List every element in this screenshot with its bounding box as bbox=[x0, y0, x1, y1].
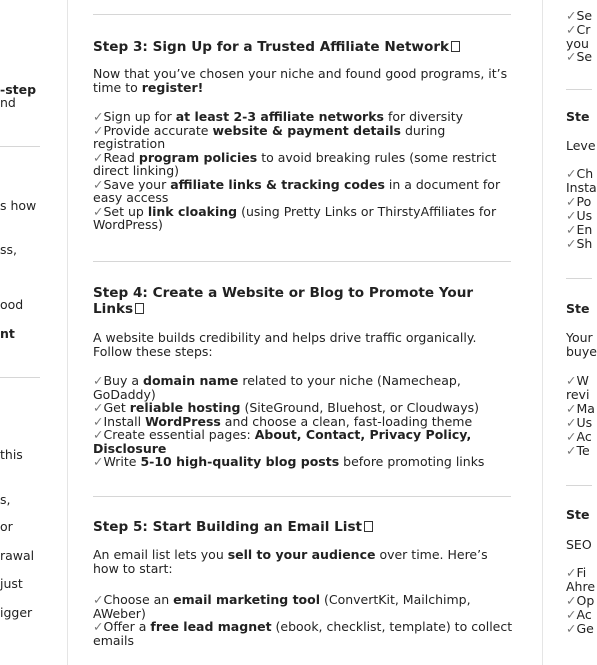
box-icon bbox=[451, 41, 460, 52]
right-column bbox=[566, 0, 597, 665]
check-icon: ✓ bbox=[566, 593, 577, 608]
right-fragment: ✓Cr bbox=[566, 22, 591, 37]
right-fragment: Ste bbox=[566, 109, 590, 124]
right-fragment: ✓En bbox=[566, 222, 593, 237]
right-fragment: Ahre bbox=[566, 579, 596, 594]
right-fragment: revi bbox=[566, 387, 590, 402]
check-icon: ✓ bbox=[93, 373, 104, 388]
left-divider bbox=[0, 146, 40, 147]
bold-text: email marketing tool bbox=[173, 592, 321, 607]
list-item: ✓Get reliable hosting (SiteGround, Bluehost, or Cloudways) bbox=[93, 400, 480, 415]
right-fragment: ✓Ac bbox=[566, 429, 592, 444]
check-icon: ✓ bbox=[566, 49, 577, 64]
check-icon: ✓ bbox=[93, 122, 104, 138]
check-icon: ✓ bbox=[93, 427, 104, 442]
left-fragment: ood bbox=[0, 297, 24, 312]
right-fragment: ✓Te bbox=[566, 443, 590, 458]
check-icon: ✓ bbox=[93, 176, 104, 192]
right-fragment: you bbox=[566, 36, 589, 51]
left-fragment: rawal bbox=[0, 548, 35, 563]
step-4-heading bbox=[93, 285, 513, 317]
check-icon: ✓ bbox=[93, 592, 104, 607]
check-icon: ✓ bbox=[566, 621, 577, 636]
list-item: ✓Provide accurate website & payment details during registration bbox=[93, 122, 446, 151]
bold-text: website & payment details bbox=[212, 122, 401, 138]
check-icon: ✓ bbox=[566, 373, 577, 388]
left-fragment: -step bbox=[0, 82, 37, 97]
list-item: ✓Buy a domain name related to your niche (Namecheap, GoDaddy) bbox=[93, 373, 461, 402]
bold-text: link cloaking bbox=[147, 203, 238, 219]
left-fragment: s, bbox=[0, 492, 11, 507]
check-icon: ✓ bbox=[566, 222, 577, 237]
right-fragment: ✓Fi bbox=[566, 565, 587, 580]
check-icon: ✓ bbox=[566, 166, 577, 181]
left-divider bbox=[0, 377, 40, 378]
step-3-heading bbox=[93, 39, 513, 55]
step-5-intro: An email list lets you sell to your audience over time. Here’s how to start: bbox=[93, 547, 488, 576]
section-divider bbox=[566, 278, 592, 279]
list-item: ✓Create essential pages: About, Contact, Privacy Policy, Disclosure bbox=[93, 427, 472, 456]
right-fragment: ✓Op bbox=[566, 593, 595, 608]
bold-text: program policies bbox=[138, 149, 258, 165]
left-fragment: ss, bbox=[0, 242, 17, 257]
right-fragment: ✓Us bbox=[566, 415, 593, 430]
check-icon: ✓ bbox=[566, 429, 577, 444]
box-icon bbox=[135, 303, 144, 314]
column-separator bbox=[542, 0, 543, 665]
left-fragment: this bbox=[0, 447, 23, 462]
box-icon bbox=[364, 521, 373, 532]
right-fragment: ✓Ma bbox=[566, 401, 595, 416]
check-icon: ✓ bbox=[93, 149, 104, 165]
right-fragment: Ste bbox=[566, 507, 590, 522]
list-item: ✓Set up link cloaking (using Pretty Links or ThirstyAffiliates for WordPress) bbox=[93, 203, 497, 232]
right-fragment: ✓Po bbox=[566, 194, 592, 209]
left-column bbox=[0, 0, 66, 665]
step-5-heading bbox=[93, 519, 513, 535]
section-divider bbox=[566, 89, 592, 90]
main-column bbox=[93, 0, 513, 665]
check-icon: ✓ bbox=[566, 401, 577, 416]
bold-text: free lead magnet bbox=[150, 619, 272, 634]
right-fragment: Your bbox=[566, 330, 593, 345]
right-fragment: buye bbox=[566, 344, 597, 359]
bold-text: reliable hosting bbox=[129, 400, 241, 415]
left-fragment: just bbox=[0, 576, 23, 591]
check-icon: ✓ bbox=[566, 607, 577, 622]
right-fragment: Insta bbox=[566, 180, 597, 195]
right-fragment: Leve bbox=[566, 138, 596, 153]
check-icon: ✓ bbox=[93, 400, 104, 415]
left-fragment: s how bbox=[0, 198, 37, 213]
list-item: ✓Save your affiliate links & tracking codes in a document for easy access bbox=[93, 176, 501, 205]
right-fragment: ✓Se bbox=[566, 8, 593, 23]
bold-text: register! bbox=[141, 79, 204, 95]
left-fragment: igger bbox=[0, 605, 33, 620]
bold-text: sell to your audience bbox=[227, 547, 376, 562]
check-icon: ✓ bbox=[93, 109, 104, 124]
check-icon: ✓ bbox=[566, 8, 577, 23]
right-fragment: SEO bbox=[566, 537, 592, 552]
step-title: Step 4: Create a Website or Blog to Promote Your Links bbox=[93, 285, 474, 317]
right-fragment: ✓Us bbox=[566, 208, 593, 223]
section-divider bbox=[93, 496, 511, 497]
bold-text: WordPress bbox=[145, 413, 221, 429]
check-icon: ✓ bbox=[93, 619, 104, 634]
check-icon: ✓ bbox=[93, 454, 104, 469]
list-item: ✓Install WordPress and choose a clean, fast-loading theme bbox=[93, 413, 473, 429]
section-divider bbox=[93, 261, 511, 262]
right-fragment: ✓Ch bbox=[566, 166, 594, 181]
step-title: Step 3: Sign Up for a Trusted Affiliate Network bbox=[93, 39, 450, 55]
bold-text: at least 2-3 affiliate networks bbox=[175, 109, 384, 124]
bold-text: 5-10 high-quality blog posts bbox=[140, 454, 340, 469]
column-separator bbox=[67, 0, 68, 665]
left-fragment: or bbox=[0, 519, 13, 534]
list-item: ✓Read program policies to avoid breaking rules (some restrict direct linking) bbox=[93, 149, 497, 178]
left-fragment: nd bbox=[0, 95, 16, 110]
bold-text: affiliate links & tracking codes bbox=[170, 176, 385, 192]
step-3-list bbox=[93, 110, 513, 232]
check-icon: ✓ bbox=[566, 443, 577, 458]
right-fragment: Ste bbox=[566, 301, 590, 316]
list-item: ✓Sign up for at least 2-3 affiliate networks for diversity bbox=[93, 109, 464, 124]
list-item: ✓Choose an email marketing tool (ConvertKit, Mailchimp, AWeber) bbox=[93, 592, 471, 621]
right-fragment: ✓Sh bbox=[566, 236, 593, 251]
right-fragment: ✓W bbox=[566, 373, 589, 388]
check-icon: ✓ bbox=[566, 236, 577, 251]
list-item: ✓Write 5-10 high-quality blog posts before promoting links bbox=[93, 454, 485, 469]
bold-text: domain name bbox=[143, 373, 239, 388]
check-icon: ✓ bbox=[566, 208, 577, 223]
check-icon: ✓ bbox=[93, 413, 104, 429]
step-4-list bbox=[93, 374, 513, 469]
check-icon: ✓ bbox=[566, 565, 577, 580]
step-5-list bbox=[93, 593, 513, 647]
check-icon: ✓ bbox=[566, 415, 577, 430]
check-icon: ✓ bbox=[566, 194, 577, 209]
check-icon: ✓ bbox=[566, 22, 577, 37]
right-fragment: ✓Ge bbox=[566, 621, 594, 636]
bold-text: About, Contact, Privacy Policy, Disclosure bbox=[93, 427, 472, 456]
step-title: Step 5: Start Building an Email List bbox=[93, 519, 363, 535]
right-fragment: ✓Ac bbox=[566, 607, 592, 622]
check-icon: ✓ bbox=[93, 203, 104, 219]
step-3-intro: Now that you’ve chosen your niche and found good programs, it’s time to register! bbox=[93, 66, 508, 95]
list-item: ✓Offer a free lead magnet (ebook, checklist, template) to collect emails bbox=[93, 619, 513, 648]
section-divider bbox=[93, 14, 511, 15]
right-fragment: ✓Se bbox=[566, 49, 593, 64]
left-fragment: nt bbox=[0, 326, 15, 341]
section-divider bbox=[566, 485, 592, 486]
step-4-intro: A website builds credibility and helps drive traffic organically. Follow these steps: bbox=[93, 330, 477, 359]
